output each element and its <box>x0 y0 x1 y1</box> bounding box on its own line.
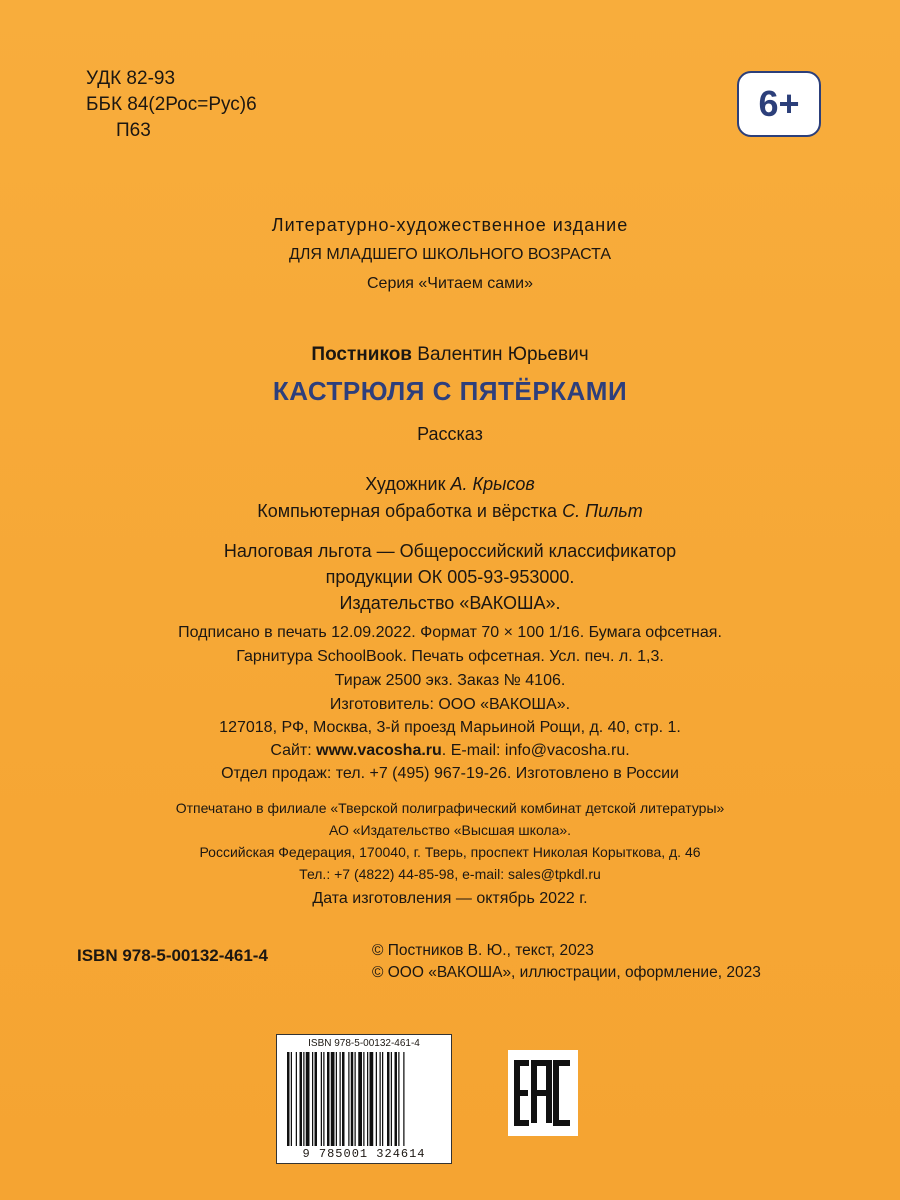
layout-name: С. Пильт <box>562 501 643 521</box>
edition-series: Серия «Читаем сами» <box>366 275 534 292</box>
print-info <box>0 621 900 693</box>
author-line <box>0 344 900 366</box>
barcode-digits: 9 785001 324614 <box>302 1147 426 1161</box>
age-rating-badge: 6+ <box>737 71 821 137</box>
author-surname: Постников <box>311 344 412 365</box>
author-mark: П63 <box>116 120 151 141</box>
barcode-bars-icon <box>285 1052 445 1146</box>
classification-codes <box>86 66 257 144</box>
layout-label: Компьютерная обработка и вёрстка <box>257 501 558 521</box>
print-line: Гарнитура SchoolBook. Печать офсетная. Усл. печ. л. 1,3. <box>236 648 664 665</box>
artist-credit <box>0 474 900 495</box>
barcode <box>276 1034 452 1164</box>
eac-mark <box>508 1050 578 1136</box>
manufacturer-info <box>0 693 900 785</box>
udk-code: УДК 82-93 <box>86 68 176 89</box>
printed-line: Российская Федерация, 170040, г. Тверь, проспект Николая Корыткова, д. 46 <box>199 844 701 860</box>
work-type: Рассказ <box>417 424 483 444</box>
manufacturer-address: 127018, РФ, Москва, 3-й проезд Марьиной Рощи, д. 40, стр. 1. <box>219 719 681 736</box>
artist-label: Художник <box>365 474 446 494</box>
author-given-name: Валентин Юрьевич <box>417 344 589 365</box>
isbn-text: ISBN 978-5-00132-461-4 <box>77 946 268 965</box>
printed-line: АО «Издательство «Высшая школа». <box>328 822 572 838</box>
manufacture-date: Дата изготовления — октябрь 2022 г. <box>312 890 588 907</box>
eac-icon <box>512 1057 574 1129</box>
edition-audience: ДЛЯ МЛАДШЕГО ШКОЛЬНОГО ВОЗРАСТА <box>288 246 612 263</box>
printed-line: Тел.: +7 (4822) 44-85-98, e-mail: sales@tpkdl.ru <box>299 866 601 882</box>
copyright-line: © ООО «ВАКОША», иллюстрации, оформление, 2023 <box>372 964 761 981</box>
manufacturer-name: Изготовитель: ООО «ВАКОША». <box>329 696 571 713</box>
copyright-line: © Постников В. Ю., текст, 2023 <box>372 942 594 959</box>
printed-line: Отпечатано в филиале «Тверской полиграфический комбинат детской литературы» <box>175 800 725 816</box>
print-line: Тираж 2500 экз. Заказ № 4106. <box>334 672 566 689</box>
layout-credit <box>0 501 900 522</box>
artist-name: А. Крысов <box>450 474 535 494</box>
manufacturer-contacts <box>0 739 900 762</box>
tax-line: продукции ОК 005-93-953000. <box>325 567 575 587</box>
printing-house-info <box>0 797 900 885</box>
bbk-code: ББК 84(2Рос=Рус)6 <box>86 94 257 115</box>
print-line: Подписано в печать 12.09.2022. Формат 70 × 100 1/16. Бумага офсетная. <box>178 624 722 641</box>
site-label: Сайт: <box>270 742 312 759</box>
email-text: . E-mail: info@vacosha.ru. <box>441 742 630 759</box>
edition-genre: Литературно-художественное издание <box>271 215 629 235</box>
copyright-block <box>372 940 761 984</box>
barcode-isbn: ISBN 978-5-00132-461-4 <box>308 1038 420 1049</box>
tax-info <box>0 538 900 616</box>
book-title: КАСТРЮЛЯ С ПЯТЁРКАМИ <box>272 376 628 406</box>
tax-line: Налоговая льгота — Общероссийский классификатор <box>223 541 677 561</box>
sales-dept: Отдел продаж: тел. +7 (495) 967-19-26. Изготовлено в России <box>221 765 679 782</box>
tax-line: Издательство «ВАКОША». <box>339 593 561 613</box>
site-link: www.vacosha.ru <box>316 742 442 759</box>
